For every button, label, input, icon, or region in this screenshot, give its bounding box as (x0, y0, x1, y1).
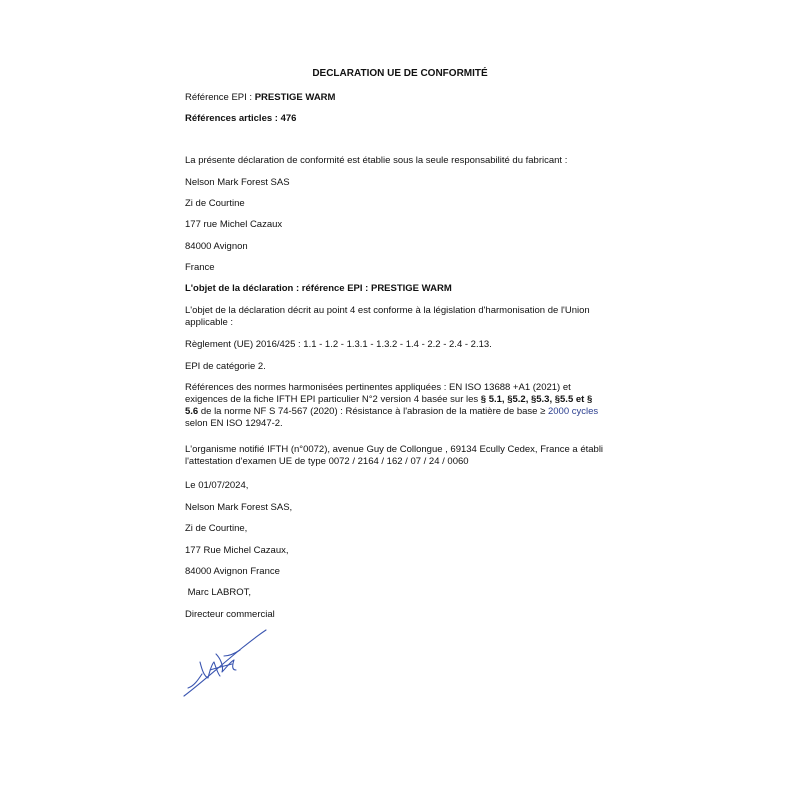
category-line: EPI de catégorie 2. (185, 361, 266, 372)
standards-sections: § 5.1, §5.2, §5.3, §5.5 et § 5.6 (185, 394, 593, 417)
document-title: DECLARATION UE DE CONFORMITÉ (312, 68, 488, 79)
object-heading: L'objet de la déclaration : référence EPI : PRESTIGE WARM (185, 283, 452, 294)
signatory-name: Marc LABROT, (185, 587, 251, 598)
standards-paragraph (185, 382, 605, 430)
regulation-line: Règlement (UE) 2016/425 : 1.1 - 1.2 - 1.3.1 - 1.3.2 - 1.4 - 2.2 - 2.4 - 2.13. (185, 339, 492, 350)
closing-zone: Zi de Courtine, (185, 523, 248, 534)
intro-text: La présente déclaration de conformité est établie sous la seule responsabilité du fabricant : (185, 155, 568, 166)
standards-cycles: 2000 cycles (547, 406, 599, 417)
manufacturer-street: 177 rue Michel Cazaux (185, 219, 283, 230)
manufacturer-zone: Zi de Courtine (185, 198, 245, 209)
date-line: Le 01/07/2024, (185, 480, 249, 491)
notified-body-text: L'organisme notifié IFTH (n°0072), avenue Guy de Collongue , 69134 Ecully Cedex, France a établi l'attestation d'examen UE de type 0072 / 2164 / 162 / 07 / 24 / 0060 (185, 444, 604, 467)
signatory-role: Directeur commercial (185, 609, 275, 620)
closing-name: Nelson Mark Forest SAS, (185, 502, 293, 513)
standards-text-3: selon EN ISO 12947-2. (185, 418, 283, 429)
manufacturer-country: France (185, 262, 215, 273)
standards-text-2: de la norme NF S 74-567 (2020) : Résistance à l'abrasion de la matière de base ≥ (198, 406, 548, 417)
ref-epi-value: PRESTIGE WARM (254, 92, 336, 103)
closing-street: 177 Rue Michel Cazaux, (185, 545, 289, 556)
closing-city: 84000 Avignon France (185, 566, 280, 577)
conformity-text: L'objet de la déclaration décrit au point 4 est conforme à la législation d'harmonisation de l'Union applicable : (185, 305, 590, 328)
ref-articles: Références articles : 476 (185, 113, 297, 124)
manufacturer-city: 84000 Avignon (185, 241, 248, 252)
handwritten-signature (180, 626, 270, 700)
ref-epi-line (185, 92, 335, 104)
standards-text-1: Références des normes harmonisées pertinentes appliquées : EN ISO 13688 +A1 (2021) et exigences de la fiche IFTH EPI particulier N°2 version 4 basée sur les (185, 382, 571, 405)
ref-epi-label: Référence EPI : (185, 92, 255, 103)
manufacturer-name: Nelson Mark Forest SAS (185, 177, 290, 188)
